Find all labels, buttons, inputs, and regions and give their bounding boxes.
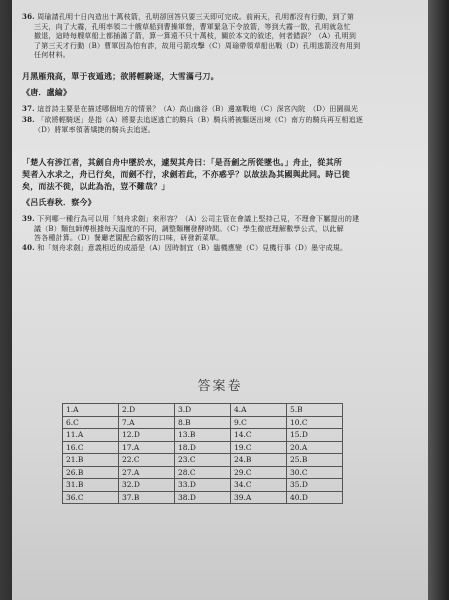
question-37 xyxy=(22,104,422,115)
answer-row xyxy=(63,441,343,454)
question-number: 39. xyxy=(22,214,35,223)
answer-row xyxy=(63,429,343,442)
answer-cell: 33.D xyxy=(175,479,231,492)
answer-cell: 13.B xyxy=(175,429,231,442)
answer-cell: 8.B xyxy=(175,416,231,429)
question-number: 38. xyxy=(22,115,35,124)
answer-cell: 37.B xyxy=(119,491,175,504)
passage-line: 矣，而法不徙，以此為治，豈不難哉？」 xyxy=(22,181,170,191)
answer-cell: 32.D xyxy=(119,479,175,492)
answer-cell: 28.C xyxy=(175,466,231,479)
answer-cell: 22.C xyxy=(119,454,175,467)
answer-row xyxy=(63,479,343,492)
answer-cell: 3.D xyxy=(175,404,231,417)
answer-cell: 7.A xyxy=(119,416,175,429)
answer-cell: 30.C xyxy=(287,466,343,479)
answer-cell: 6.C xyxy=(63,416,119,429)
answer-cell: 16.C xyxy=(63,441,119,454)
passage-line: 契者入水求之，舟已行矣，而劍不行，求劍若此，不亦惑乎？以故法為其國與此同。時已徙 xyxy=(22,169,350,179)
question-38 xyxy=(22,115,422,135)
question-line: 答各種計算。（D）餐廳老闆配合顧客的口味，研發新菜單。 xyxy=(34,234,224,242)
answer-cell: 5.B xyxy=(287,404,343,417)
question-line: 撤退，這時每艘草船上都插滿了箭，算一算遠不只十萬枝，關於本文的敘述，何者錯誤？（A）孔明到 xyxy=(34,32,357,40)
answer-cell: 36.C xyxy=(63,491,119,504)
answer-row xyxy=(63,491,343,504)
answer-cell: 34.C xyxy=(231,479,287,492)
answer-cell: 15.D xyxy=(287,429,343,442)
question-line: 「欲將輕騎逐」是指（A）將要去追逐逃亡的騎兵（B）騎兵將被驅逐出境（C）南方的騎兵再互相追逐 xyxy=(37,116,363,124)
answer-cell: 38.D xyxy=(175,491,231,504)
exam-paper-sheet xyxy=(12,0,428,600)
answer-sheet-title: 答案卷 xyxy=(197,379,243,394)
answer-cell: 31.B xyxy=(63,479,119,492)
passage-text xyxy=(22,156,422,192)
answer-cell: 17.A xyxy=(119,441,175,454)
poem-source: 《唐．盧綸》 xyxy=(22,87,72,97)
passage-source: 《呂氏春秋．察今》 xyxy=(22,197,96,207)
answer-cell: 25.B xyxy=(287,454,343,467)
question-line: 和「刻舟求劍」意義相近的成語是（A）因時制宜（B）臨機應變（C）見機行事（D）墨守成規。 xyxy=(37,244,348,252)
answer-cell: 9.C xyxy=(231,416,287,429)
question-line: （D）將軍率領著矯捷的騎兵去追逐。 xyxy=(34,125,156,134)
answer-cell: 21.B xyxy=(63,454,119,467)
answer-cell: 12.D xyxy=(119,429,175,442)
question-number: 37. xyxy=(22,104,35,113)
question-number: 36. xyxy=(22,12,35,21)
question-39 xyxy=(22,214,422,244)
question-line: 三天，向了大霧，孔明率領二十艘草船到曹操軍營，曹軍緊急下令放箭，等到大霧一散，孔明就急忙 xyxy=(34,22,351,31)
answer-cell: 26.B xyxy=(63,466,119,479)
answer-cell: 40.D xyxy=(287,491,343,504)
question-line: 議（B）麵包師傅根據每天溫度的不同，調整麵糰發酵時間。（C）學生徹底理解數學公式，以此解 xyxy=(34,224,344,233)
answer-table-body xyxy=(63,404,343,504)
question-line: 這首詩主要是在描述哪個地方的情景？（A）高山幽谷（B）邊塞戰地（C）深宮內院 （D）田園風光 xyxy=(37,105,359,113)
poem-text: 月黑雁飛高，單于夜遁逃；欲將輕騎逐，大雪滿弓刀。 xyxy=(22,71,219,81)
answer-table xyxy=(62,403,343,504)
answer-cell: 4.A xyxy=(231,404,287,417)
answer-cell: 18.D xyxy=(175,441,231,454)
question-36 xyxy=(22,12,422,61)
answer-cell: 27.A xyxy=(119,466,175,479)
question-line: 了第三天才行動（B）曹軍因為怕有詐，故用弓箭攻擊（C）周瑜帶領草船出戰（D）孔明逃箭沒有用到 xyxy=(34,41,361,50)
question-line: 任何材料。 xyxy=(34,51,70,59)
question-line: 下列哪一種行為可以用「刻舟求劍」來形容？（A）公司主管在會議上堅持己見，不理會下屬提出的建 xyxy=(37,215,360,223)
answer-cell: 24.B xyxy=(231,454,287,467)
answer-row xyxy=(63,454,343,467)
answer-row xyxy=(63,466,343,479)
answer-cell: 19.C xyxy=(231,441,287,454)
answer-cell: 1.A xyxy=(63,404,119,417)
question-number: 40. xyxy=(22,243,35,252)
answer-cell: 14.C xyxy=(231,429,287,442)
answer-cell: 23.C xyxy=(175,454,231,467)
answer-cell: 2.D xyxy=(119,404,175,417)
answer-cell: 10.C xyxy=(287,416,343,429)
answer-row xyxy=(63,404,343,417)
passage-line: 「楚人有涉江者，其劍自舟中墜於水，遽契其舟曰：「是吾劍之所從墜也。」舟止，從其所 xyxy=(22,157,342,167)
answer-cell: 11.A xyxy=(63,429,119,442)
answer-row xyxy=(63,416,343,429)
answer-cell: 35.D xyxy=(287,479,343,492)
question-line: 周瑜請孔明十日內造出十萬枝箭，孔明卻回答只要三天即可完成。前兩天，孔明都沒有行動，到了第 xyxy=(37,13,355,21)
answer-cell: 39.A xyxy=(231,491,287,504)
answer-cell: 29.C xyxy=(231,466,287,479)
question-40 xyxy=(22,243,422,254)
answer-cell: 20.A xyxy=(287,441,343,454)
